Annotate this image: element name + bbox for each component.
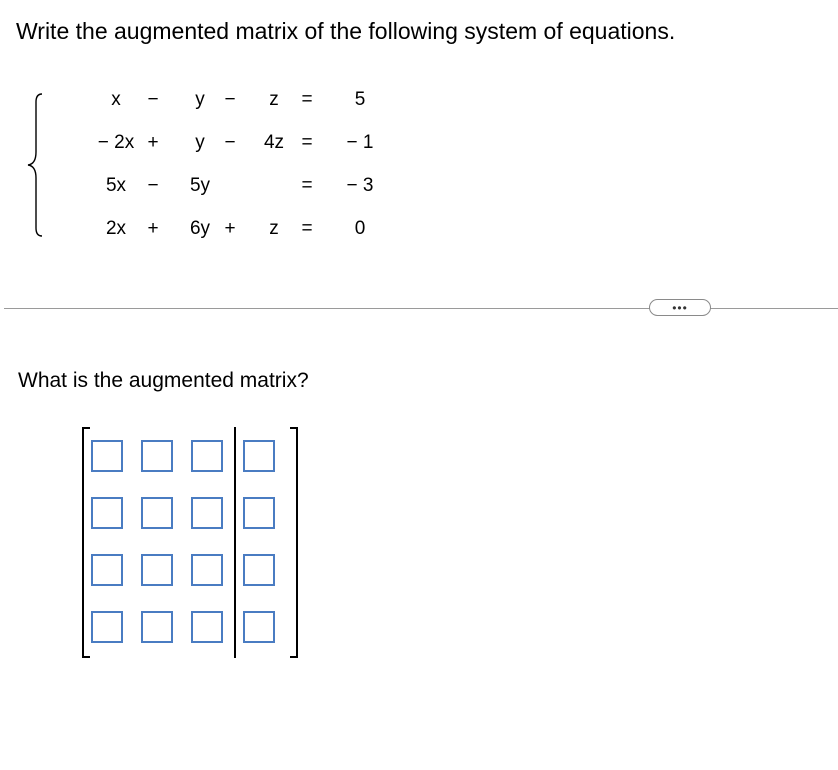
equation-4-x-term: 2x [105, 218, 127, 239]
matrix-cell-r4-c2[interactable] [141, 611, 173, 643]
equation-2-y-term: y [195, 132, 205, 153]
equation-1-y-term: y [195, 89, 205, 110]
matrix-cell-r4-c1[interactable] [91, 611, 123, 643]
equation-1-equals: = [301, 89, 313, 110]
left-brace [26, 92, 48, 238]
equation-2-op2: − [224, 132, 236, 153]
equation-2-x-term: − 2x [97, 132, 135, 153]
matrix-cell-r2-c3[interactable] [191, 497, 223, 529]
equation-1-op1: − [147, 89, 159, 110]
equation-1-z-term: z [269, 89, 279, 110]
augment-separator [234, 427, 236, 658]
matrix-cell-r3-c4[interactable] [243, 554, 275, 586]
equation-2-op1: + [147, 132, 159, 153]
equation-4-constant: 0 [354, 218, 366, 239]
matrix-right-bracket [296, 427, 298, 658]
matrix-cell-r2-c4[interactable] [243, 497, 275, 529]
matrix-cell-r4-c3[interactable] [191, 611, 223, 643]
equation-4-op1: + [147, 218, 159, 239]
equation-3-x-term: 5x [105, 175, 127, 196]
matrix-cell-r4-c4[interactable] [243, 611, 275, 643]
more-options-button[interactable]: ••• [649, 299, 711, 316]
matrix-left-bracket-top [82, 427, 90, 429]
equation-4-y-term: 6y [189, 218, 211, 239]
matrix-question: What is the augmented matrix? [18, 369, 309, 392]
section-divider [4, 308, 838, 309]
matrix-left-bracket [82, 427, 84, 658]
matrix-cell-r2-c2[interactable] [141, 497, 173, 529]
equation-3-y-term: 5y [189, 175, 211, 196]
equation-1-x-term: x [111, 89, 121, 110]
equation-4-op2: + [224, 218, 236, 239]
equation-1-constant: 5 [354, 89, 366, 110]
matrix-cell-r3-c2[interactable] [141, 554, 173, 586]
equation-4-z-term: z [269, 218, 279, 239]
equation-2-constant: − 1 [346, 132, 374, 153]
matrix-cell-r3-c3[interactable] [191, 554, 223, 586]
equation-3-equals: = [301, 175, 313, 196]
equation-3-constant: − 3 [346, 175, 374, 196]
matrix-left-bracket-bottom [82, 656, 90, 658]
matrix-right-bracket-top [290, 427, 298, 429]
matrix-cell-r1-c4[interactable] [243, 440, 275, 472]
matrix-right-bracket-bottom [290, 656, 298, 658]
matrix-cell-r1-c3[interactable] [191, 440, 223, 472]
equation-2-equals: = [301, 132, 313, 153]
equation-2-z-term: 4z [263, 132, 285, 153]
matrix-cell-r1-c1[interactable] [91, 440, 123, 472]
equation-4-equals: = [301, 218, 313, 239]
matrix-cell-r2-c1[interactable] [91, 497, 123, 529]
matrix-cell-r1-c2[interactable] [141, 440, 173, 472]
matrix-cell-r3-c1[interactable] [91, 554, 123, 586]
equation-3-op1: − [147, 175, 159, 196]
problem-prompt: Write the augmented matrix of the following system of equations. [16, 18, 676, 44]
equation-1-op2: − [224, 89, 236, 110]
